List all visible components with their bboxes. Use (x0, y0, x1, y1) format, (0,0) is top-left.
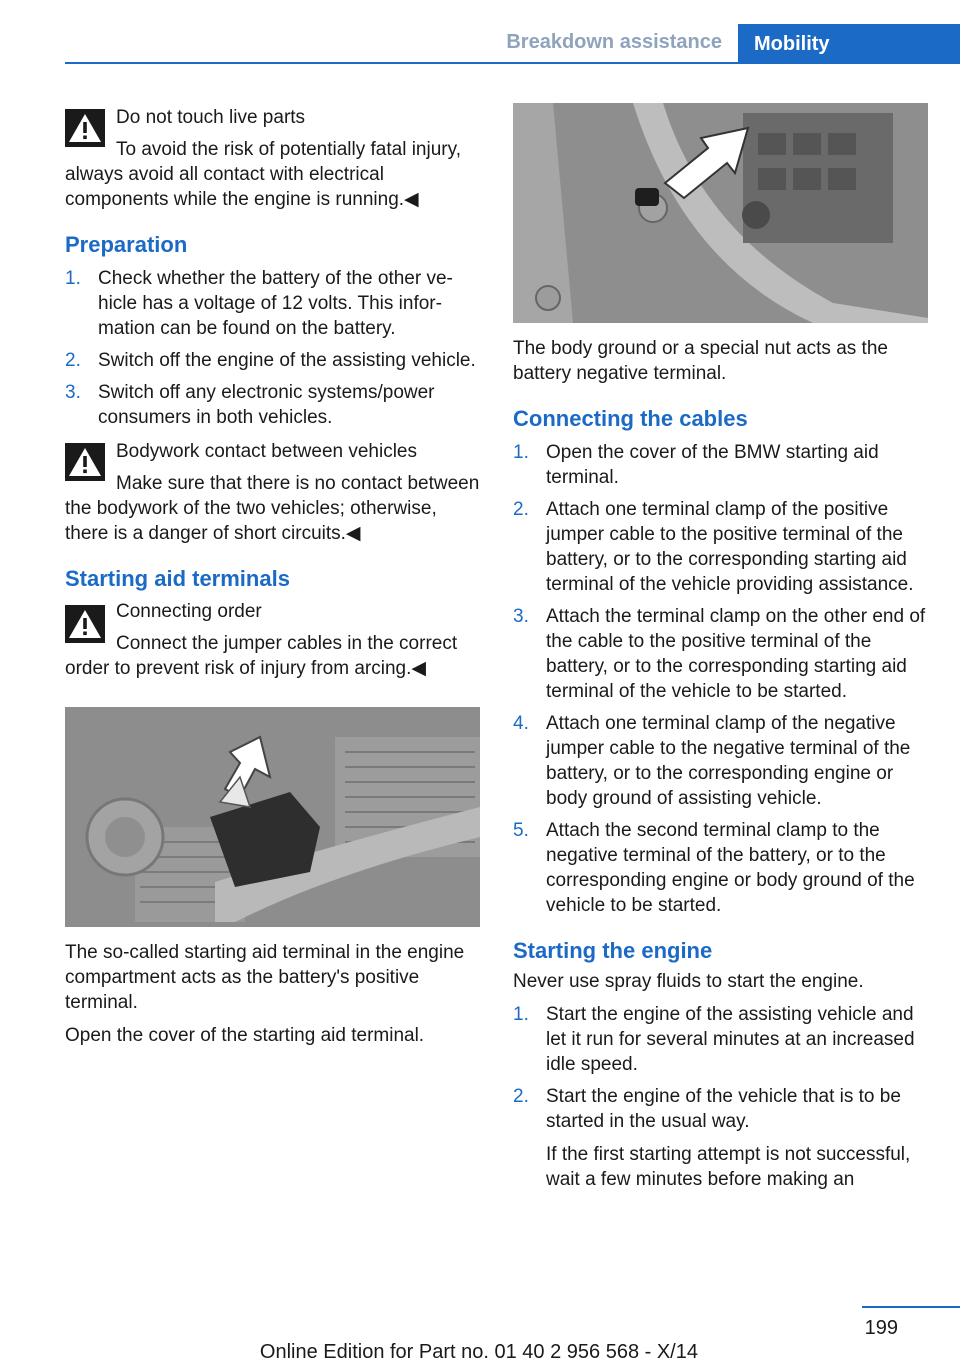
warning-triangle-icon (65, 605, 105, 643)
warning-triangle-icon (65, 443, 105, 481)
step-number: 3. (513, 606, 529, 627)
list-item (513, 440, 928, 490)
footer-rule (862, 1306, 960, 1308)
step-number: 1. (513, 442, 529, 463)
step-text: Attach one terminal clamp of the positive jumper cable to the positive terminal of the battery, or to the corresponding starting aid terminal of the vehicle providing assistance. (546, 499, 914, 595)
step-number: 2. (65, 350, 81, 371)
step-number: 4. (513, 713, 529, 734)
starting-aid-note: Open the cover of the starting aid terminal. (65, 1025, 425, 1046)
warning-body: Connect the jumper cables in the correct order to prevent risk of injury from arcing.◀ (65, 633, 458, 679)
list-item (513, 1002, 928, 1077)
ground-terminal-photo (513, 103, 928, 323)
step-number: 2. (513, 1086, 529, 1107)
step-continuation: If the first starting attempt is not successful, wait a few minutes before making an (546, 1144, 911, 1190)
step-number: 3. (65, 382, 81, 403)
starting-aid-terminal-photo (65, 707, 480, 927)
step-text: Start the engine of the vehicle that is to be started in the usual way. (546, 1086, 901, 1132)
warning-body: Make sure that there is no contact between the bodywork of the two vehicles; otherwise, there is a danger of short circuits.◀ (65, 473, 480, 544)
heading-preparation: Preparation (65, 232, 188, 257)
step-text: Attach the second terminal clamp to the negative terminal of the battery, or to the corresponding engine or body ground of the vehicle to be started. (546, 820, 915, 916)
list-item (513, 818, 928, 918)
list-item (65, 348, 481, 373)
warning-bodywork (65, 437, 481, 546)
connecting-steps (513, 440, 928, 918)
warning-live-parts (65, 103, 481, 212)
heading-connecting-cables: Connecting the cables (513, 406, 748, 431)
step-text: Attach the terminal clamp on the other end of the cable to the positive terminal of the battery, or to the corresponding starting aid terminal of the vehicle to be started. (546, 606, 926, 702)
heading-starting-engine: Starting the engine (513, 938, 713, 963)
preparation-steps (65, 266, 481, 430)
warning-title: Do not touch live parts (116, 107, 306, 128)
list-item (513, 711, 928, 811)
step-text: Attach one terminal clamp of the negative jumper cable to the negative terminal of the battery, or to the corresponding engine or body ground of assisting vehicle. (546, 713, 911, 809)
starting-aid-caption: The so-called starting aid terminal in the engine compartment acts as the battery's positive terminal. (65, 942, 465, 1013)
ground-caption: The body ground or a special nut acts as the battery negative terminal. (513, 338, 888, 384)
warning-triangle-icon (65, 109, 105, 147)
right-column (513, 103, 928, 1199)
left-column (65, 103, 481, 1048)
list-item (513, 1084, 928, 1192)
warning-connecting-order (65, 599, 481, 681)
chapter-tab: Mobility (738, 24, 960, 64)
heading-starting-aid: Starting aid terminals (65, 566, 290, 591)
step-number: 2. (513, 499, 529, 520)
list-item (513, 604, 928, 704)
step-text: Check whether the battery of the other vehicle has a voltage of 12 volts. This information can be found on the battery. (98, 268, 453, 339)
warning-title: Bodywork contact between vehicles (116, 441, 417, 462)
step-text: Switch off the engine of the assisting vehicle. (98, 350, 476, 371)
page-number: 199 (864, 1317, 898, 1339)
step-text: Open the cover of the BMW starting aid terminal. (546, 442, 879, 488)
starting-engine-steps (513, 1002, 928, 1192)
step-number: 1. (513, 1004, 529, 1025)
list-item (65, 380, 481, 430)
warning-title: Connecting order (116, 601, 262, 622)
step-number: 1. (65, 268, 81, 289)
list-item (513, 497, 928, 597)
step-text: Start the engine of the assisting vehicle and let it run for several minutes at an increased idle speed. (546, 1004, 915, 1075)
warning-body: To avoid the risk of potentially fatal injury, always avoid all contact with electrical components while the engine is running.◀ (65, 139, 461, 210)
header-rule (65, 62, 960, 64)
step-number: 5. (513, 820, 529, 841)
edition-label: Online Edition for Part no. 01 40 2 956 568 - X/14 (259, 1341, 698, 1363)
section-title: Breakdown assistance (506, 31, 722, 53)
list-item (65, 266, 481, 341)
starting-engine-intro: Never use spray fluids to start the engine. (513, 971, 864, 992)
step-text: Switch off any electronic systems/power consumers in both vehicles. (98, 382, 435, 428)
